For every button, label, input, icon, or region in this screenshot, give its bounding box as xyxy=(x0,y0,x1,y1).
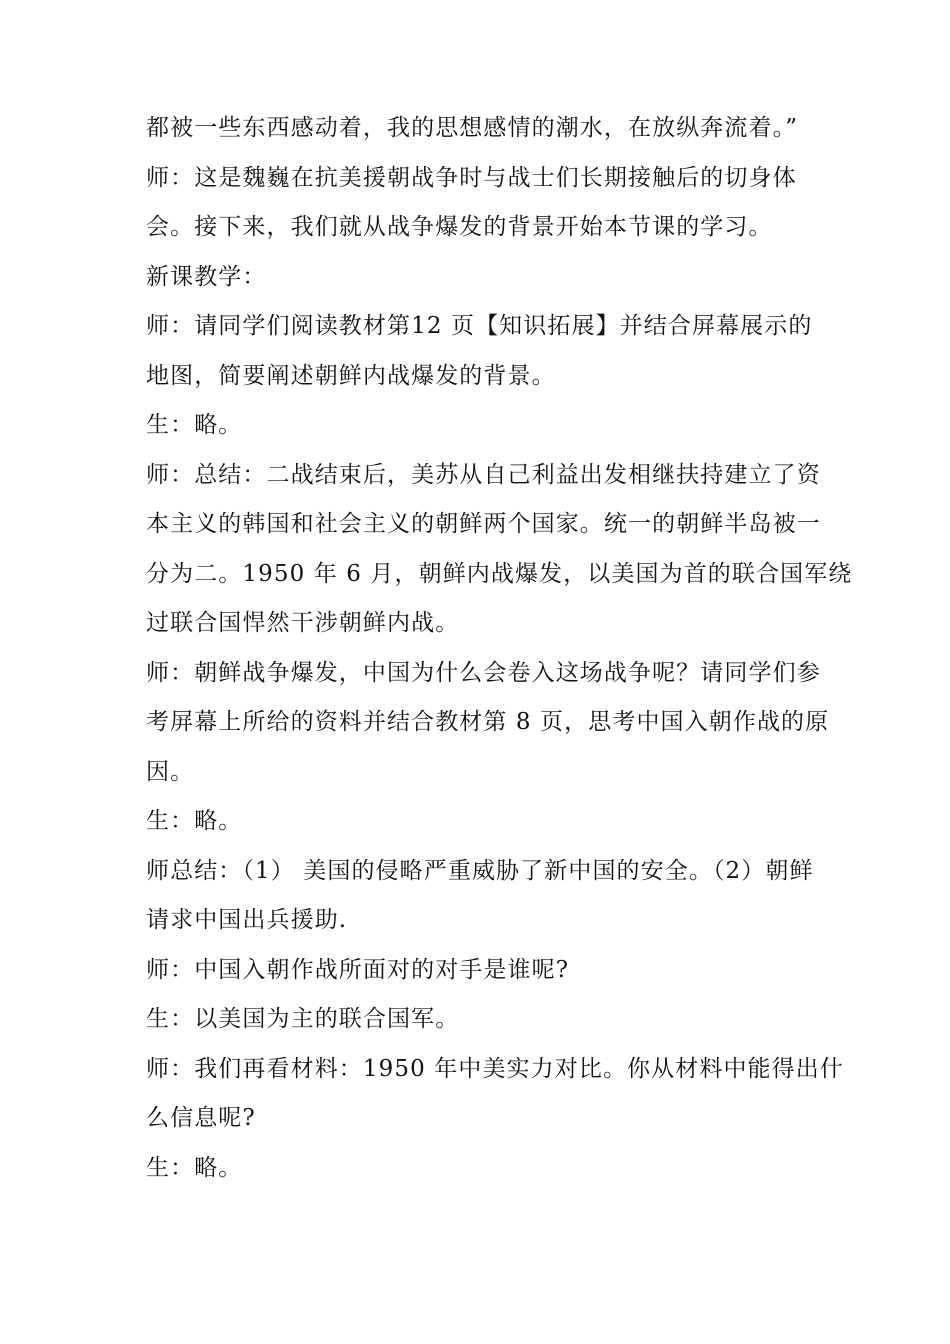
text-line: 分为二。1950 年 6 月，朝鲜内战爆发，以美国为首的联合国军绕 xyxy=(146,560,853,587)
text-line: 生：以美国为主的联合国军。 xyxy=(146,1006,460,1032)
text-line: 师：朝鲜战争爆发，中国为什么会卷入这场战争呢？请同学们参 xyxy=(146,659,821,686)
text-line: 生：略。 xyxy=(146,1154,243,1181)
text-line: 师：中国入朝作战所面对的对手是谁呢? xyxy=(146,956,570,983)
text-line: 都被一些东西感动着，我的思想感情的潮水，在放纵奔流着。” xyxy=(146,115,799,141)
document-body xyxy=(146,104,853,1193)
text-line: 请求中国出兵援助. xyxy=(146,907,348,933)
text-line: 考屏幕上所给的资料并结合教材第 8 页，思考中国入朝作战的原 xyxy=(146,709,830,735)
section-heading: 新课教学： xyxy=(146,263,267,290)
text-line: 师：总结：二战结束后，美苏从自己利益出发相继扶持建立了资 xyxy=(146,461,821,488)
text-line: 师：请同学们阅读教材第12 页【知识拓展】并结合屏幕展示的 xyxy=(146,313,813,339)
text-line: 师总结：（1） 美国的侵略严重威胁了新中国的安全。（2）朝鲜 xyxy=(146,857,814,884)
text-line: 师：这是魏巍在抗美援朝战争时与战士们长期接触后的切身体 xyxy=(146,164,797,191)
text-line: 地图，简要阐述朝鲜内战爆发的背景。 xyxy=(146,362,556,389)
text-line: 么信息呢? xyxy=(146,1105,256,1131)
text-line: 师：我们再看材料：1950 年中美实力对比。你从材料中能得出什 xyxy=(146,1055,844,1082)
text-line: 生：略。 xyxy=(146,808,243,834)
text-line: 生：略。 xyxy=(146,412,243,438)
text-line: 过联合国悍然干涉朝鲜内战。 xyxy=(146,610,460,636)
text-line: 因。 xyxy=(146,758,195,785)
text-line: 会。接下来，我们就从战争爆发的背景开始本节课的学习。 xyxy=(146,214,773,240)
text-line: 本主义的韩国和社会主义的朝鲜两个国家。统一的朝鲜半岛被一 xyxy=(146,511,821,537)
